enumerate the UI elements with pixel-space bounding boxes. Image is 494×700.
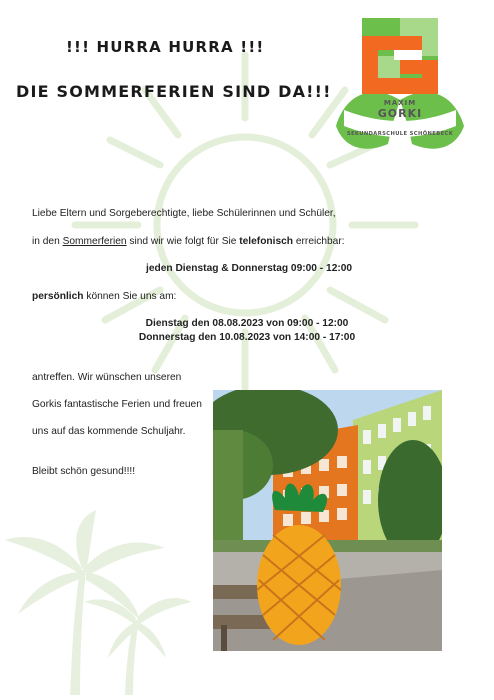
- phone-hours: jeden Dienstag & Donnerstag 09:00 - 12:00: [146, 263, 353, 274]
- palm-trees-decoration: [0, 510, 200, 700]
- in-person-rest: können Sie uns am:: [83, 291, 177, 302]
- summer-holidays-underlined: Sommerferien: [62, 236, 127, 247]
- in-person-line: [32, 291, 176, 302]
- logo-school-name: SEKUNDARSCHULE SCHÖNEBECK: [346, 131, 454, 137]
- telefonisch-bold: telefonisch: [239, 236, 294, 247]
- in-person-date-1: Dienstag den 08.08.2023 von 09:00 - 12:00: [145, 318, 349, 329]
- in-person-date-2: Donnerstag den 10.08.2023 von 14:00 - 17:00: [138, 332, 356, 343]
- sign-off: Bleibt schön gesund!!!!: [32, 466, 136, 477]
- closing-line-2: Gorkis fantastische Ferien und freuen: [32, 399, 202, 410]
- line2-a: in den: [32, 236, 63, 247]
- school-photo: [213, 390, 442, 651]
- logo-gorki: GORKI: [377, 107, 423, 120]
- logo-maxim: MAXIM: [383, 99, 417, 107]
- closing-line-1: antreffen. Wir wünschen unseren: [32, 372, 182, 383]
- line2-c: erreichbar:: [293, 236, 345, 247]
- headline-summer-holidays: DIE SOMMERFERIEN SIND DA!!!: [16, 82, 332, 101]
- closing-line-3: uns auf das kommende Schuljahr.: [32, 426, 186, 437]
- persoenlich-bold: persönlich: [32, 291, 84, 302]
- greeting: Liebe Eltern und Sorgeberechtigte, liebe Schülerinnen und Schüler,: [32, 208, 336, 219]
- school-logo: [334, 14, 466, 154]
- line2-b: sind wir wie folgt für Sie: [126, 236, 240, 247]
- headline-cheer: !!! HURRA HURRA !!!: [66, 38, 265, 56]
- phone-availability-line: [32, 236, 345, 247]
